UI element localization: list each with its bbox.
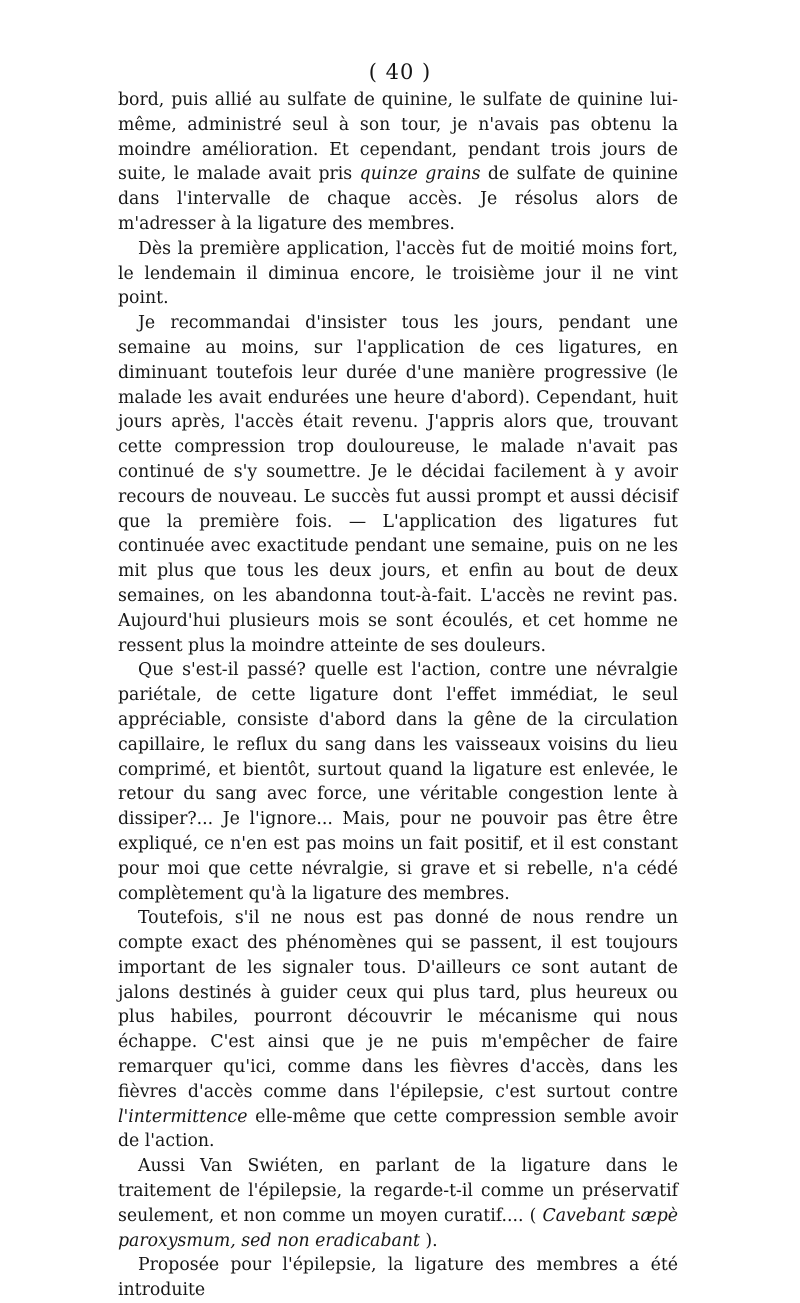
paragraph <box>118 906 678 1154</box>
page-number: ( 40 ) <box>368 60 432 84</box>
text-segment: Aussi Van Swiéten, en parlant de la ligature dans le traitement de l'épilepsie, la regarde-t-il comme un préservatif seulement, et non comme un moyen curatif.... ( <box>118 1156 678 1226</box>
text-segment: Je recommandai d'insister tous les jours, pendant une semaine au moins, sur l'application de ces ligatures, en diminuant toutefois leur durée d'une manière progressive (le malade les avait endurées une heure d'abord). Cependant, huit jours après, l'accès était revenu. J'appris alors que, trouvant cette compression trop douloureuse, le malade n'avait pas continué de s'y soumettre. Je le décidai facilement à y avoir recours de nouveau. Le succès fut aussi prompt et aussi décisif que la première fois. — L'application des ligatures fut continuée avec exactitude pendant une semaine, puis on ne les mit plus que tous les deux jours, et enfin au bout de deux semaines, on les abandonna tout-à-fait. L'accès ne revint pas. Aujourd'hui plusieurs mois se sont écoulés, et cet homme ne ressent plus la moindre atteinte de ses douleurs. <box>118 313 678 656</box>
paragraph <box>118 1154 678 1253</box>
text-segment: de sulfate de quinine dans l'intervalle de chaque accès. Je résolus alors de m'adresser à la ligature des membres. <box>118 164 678 234</box>
text-segment: elle-même que cette compression semble avoir de l'action. <box>118 1106 678 1152</box>
italic-phrase: l'intermittence <box>118 1106 248 1127</box>
paragraph <box>118 237 678 311</box>
text-segment: bord, puis allié au sulfate de quinine, le sulfate de quinine lui-même, administré seul à son tour, je n'avais pas obtenu la moindre amélioration. Et cependant, pendant trois jours de suite, le malade avait pris <box>118 90 678 185</box>
paragraph <box>118 1253 678 1303</box>
latin-quotation: Cavebant sæpè paroxysmum, sed non eradicabant <box>118 1205 678 1251</box>
text-segment: Que s'est-il passé? quelle est l'action, contre une névralgie pariétale, de cette ligature dont l'effet immédiat, le seul appréciable, consiste d'abord dans la gêne de la circulation capillaire, le reflux du sang dans les vaisseaux voisins du lieu comprimé, et bientôt, surtout quand la ligature est enlevée, le retour du sang avec force, une véritable congestion lente à dissiper?... Je l'ignore... Mais, pour ne pouvoir pas être être expliqué, ce n'en est pas moins un fait positif, et il est constant pour moi que cette névralgie, si grave et si rebelle, n'a cédé complètement qu'à la ligature des membres. <box>118 660 678 904</box>
paragraph-continued <box>118 88 678 237</box>
paragraph <box>118 658 678 906</box>
text-segment: Toutefois, s'il ne nous est pas donné de nous rendre un compte exact des phénomènes qui se passent, il est toujours important de les signaler tous. D'ailleurs ce sont autant de jalons destinés à guider ceux qui plus tard, plus heureux ou plus habiles, pourront découvrir le mécanisme qui nous échappe. C'est ainsi que je ne puis m'empêcher de faire remarquer qu'ici, comme dans les fièvres d'accès, dans les fièvres d'accès comme dans l'épilepsie, c'est surtout contre <box>118 908 678 1102</box>
italic-phrase: quinze grains <box>359 164 481 185</box>
paragraph <box>118 311 678 658</box>
text-segment: Dès la première application, l'accès fut de moitié moins fort, le lendemain il diminua encore, le troisième jour il ne vint point. <box>118 238 678 309</box>
text-segment: ). <box>419 1230 438 1251</box>
text-segment: Proposée pour l'épilepsie, la ligature des membres a été introduite <box>118 1255 678 1301</box>
body-text <box>118 88 678 1303</box>
